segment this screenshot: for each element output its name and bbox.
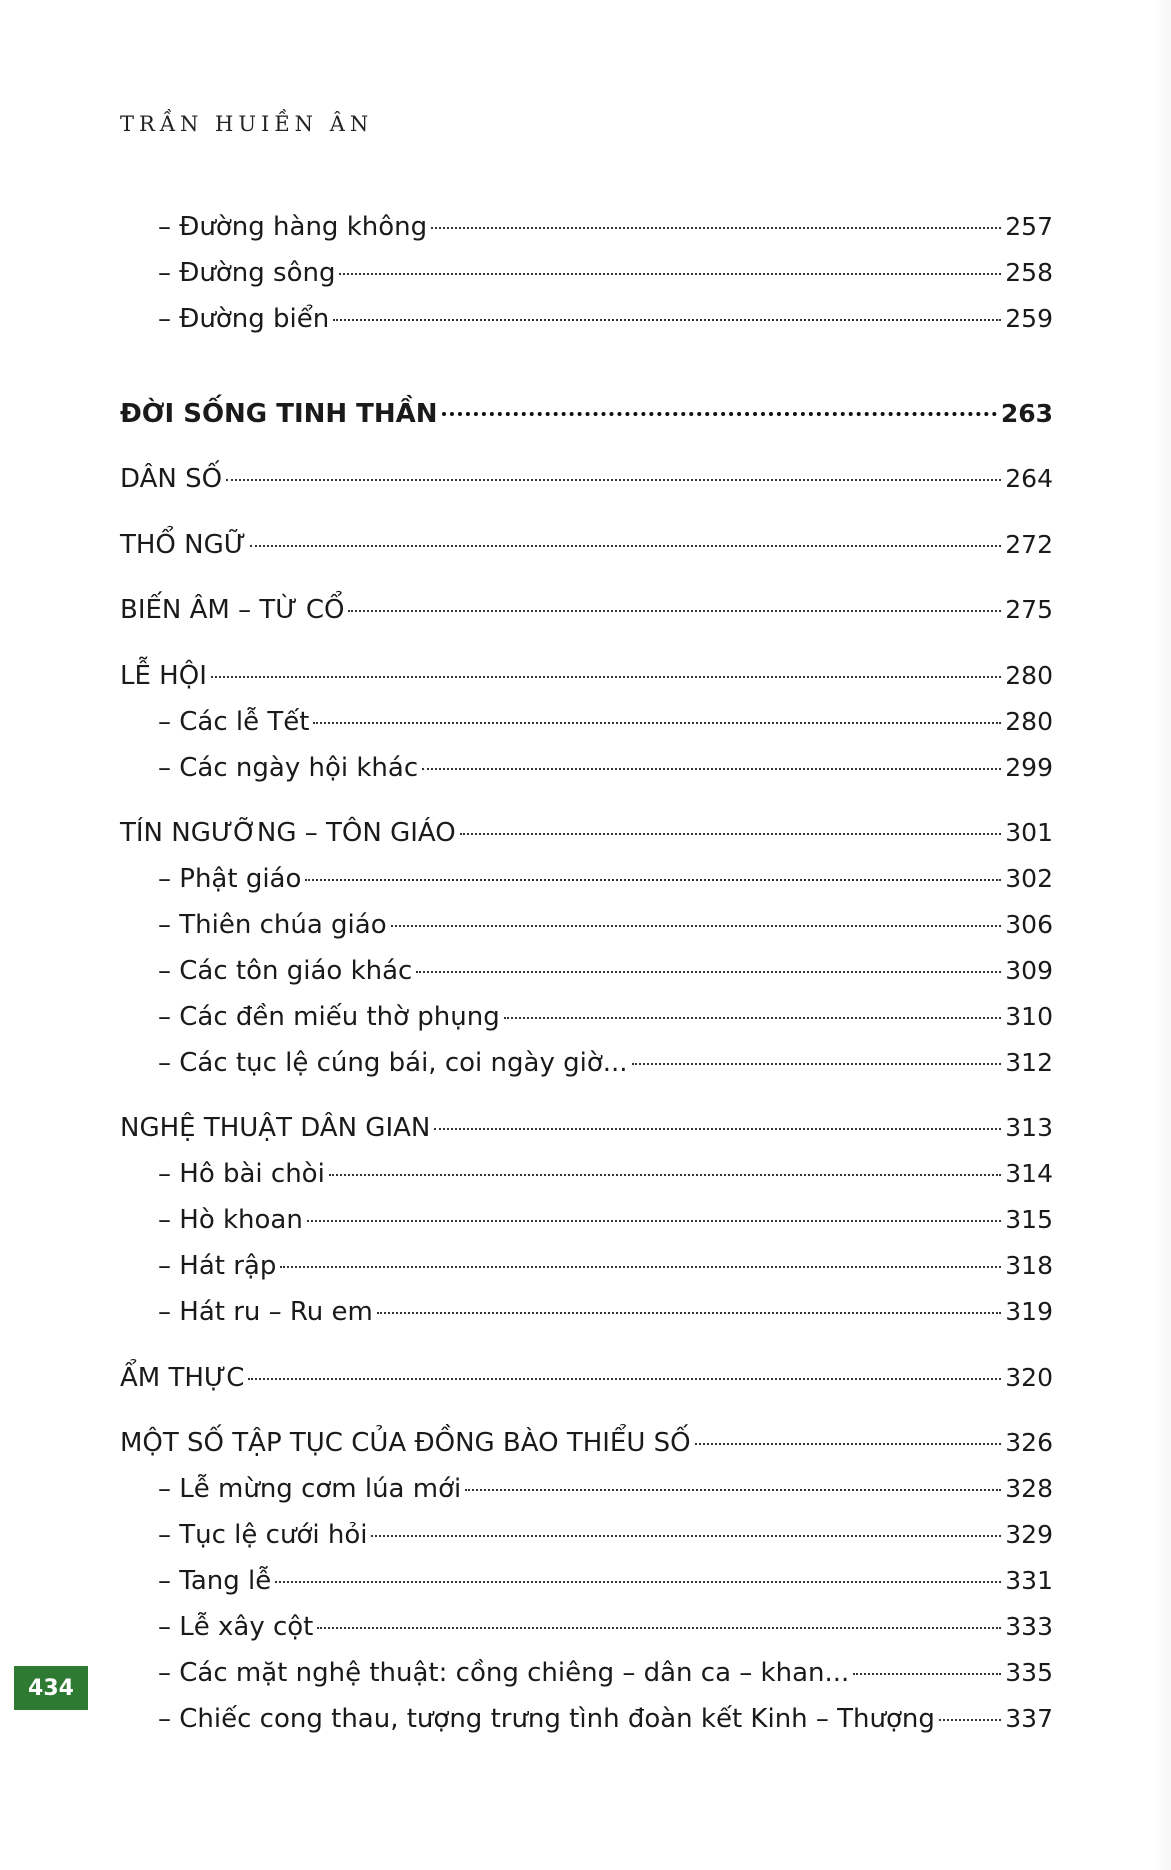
toc-entry-title: MỘT SỐ TẬP TỤC CỦA ĐỒNG BÀO THIỂU SỐ [120, 1428, 691, 1458]
dot-leader [250, 543, 1001, 547]
toc-section[interactable] [120, 592, 1053, 628]
dot-leader [313, 720, 1001, 724]
dot-leader [371, 1533, 1001, 1537]
toc-entry-page: 331 [1005, 1566, 1053, 1595]
toc-entry-title: – Chiếc cong thau, tượng trưng tình đoàn kết Kinh – Thượng [158, 1704, 935, 1734]
toc-entry-title: – Tang lễ [158, 1566, 272, 1596]
toc-entry-page: 326 [1005, 1428, 1053, 1457]
dot-leader [339, 271, 1001, 275]
toc-entry-page: 333 [1005, 1612, 1053, 1641]
dot-leader [853, 1671, 1001, 1675]
toc-entry-page: 280 [1005, 661, 1053, 690]
dot-leader [275, 1579, 1001, 1583]
toc-entry[interactable] [120, 907, 1053, 943]
dot-leader [442, 410, 997, 416]
toc-entry-title: LỄ HỘI [120, 661, 207, 691]
toc-entry-page: 328 [1005, 1474, 1053, 1503]
toc-entry-page: 272 [1005, 530, 1053, 559]
toc-entry[interactable] [120, 861, 1053, 897]
toc-entry-title: – Hò khoan [158, 1205, 303, 1235]
toc-section[interactable] [120, 1425, 1053, 1461]
toc-section[interactable] [120, 1110, 1053, 1146]
toc-entry-title: – Các tôn giáo khác [158, 956, 413, 986]
toc-entry-title: – Phật giáo [158, 864, 302, 894]
toc-entry-page: 263 [1000, 399, 1053, 428]
toc-entry-page: 264 [1005, 464, 1053, 493]
toc-entry-title: – Tục lệ cưới hỏi [158, 1520, 368, 1550]
toc-entry-page: 259 [1005, 304, 1053, 333]
toc-entry-page: 301 [1005, 818, 1053, 847]
dot-leader [431, 225, 1001, 229]
toc-section[interactable] [120, 658, 1053, 694]
toc-entry-title: – Các tục lệ cúng bái, coi ngày giờ... [158, 1048, 628, 1078]
toc-entry[interactable] [120, 209, 1053, 245]
toc-entry[interactable] [120, 1563, 1053, 1599]
dot-leader [504, 1015, 1002, 1019]
dot-leader [377, 1310, 1001, 1314]
toc-entry-page: 257 [1005, 212, 1053, 241]
toc-entry[interactable] [120, 1471, 1053, 1507]
toc-entry-title: – Hô bài chòi [158, 1159, 325, 1189]
toc-entry[interactable] [120, 1655, 1053, 1691]
toc-entry[interactable] [120, 1248, 1053, 1284]
toc-entry-title: – Các ngày hội khác [158, 753, 419, 783]
toc-entry[interactable] [120, 1609, 1053, 1645]
dot-leader [632, 1061, 1002, 1065]
toc-entry-title: – Thiên chúa giáo [158, 910, 387, 940]
toc-entry[interactable] [120, 1517, 1053, 1553]
toc-entry[interactable] [120, 255, 1053, 291]
toc-entry[interactable] [120, 750, 1053, 786]
toc-entry-title: NGHỆ THUẬT DÂN GIAN [120, 1113, 431, 1143]
toc-part-heading[interactable] [120, 396, 1053, 432]
toc-entry[interactable] [120, 301, 1053, 337]
dot-leader [422, 766, 1001, 770]
toc-entry-page: 314 [1005, 1159, 1053, 1188]
toc-section[interactable] [120, 1360, 1053, 1396]
dot-leader [434, 1126, 1001, 1130]
toc-entry-title: ẨM THỰC [120, 1363, 245, 1393]
dot-leader [465, 1487, 1001, 1491]
toc-entry[interactable] [120, 1701, 1053, 1737]
toc-entry-title: THỔ NGỮ [120, 530, 247, 560]
dot-leader [460, 831, 1002, 835]
dot-leader [280, 1264, 1001, 1268]
toc-entry[interactable] [120, 1045, 1053, 1081]
dot-leader [348, 608, 1001, 612]
toc-entry-page: 258 [1005, 258, 1053, 287]
toc-entry-title: – Đường hàng không [158, 212, 428, 242]
dot-leader [211, 674, 1001, 678]
toc-entry-page: 299 [1005, 753, 1053, 782]
toc-entry[interactable] [120, 953, 1053, 989]
dot-leader [248, 1376, 1001, 1380]
dot-leader [329, 1172, 1001, 1176]
toc-entry[interactable] [120, 1156, 1053, 1192]
toc-entry-title: – Hát rập [158, 1251, 277, 1281]
dot-leader [416, 969, 1001, 973]
toc-entry-page: 318 [1005, 1251, 1053, 1280]
toc-entry-page: 315 [1005, 1205, 1053, 1234]
toc-section[interactable] [120, 461, 1053, 497]
toc-entry-title: ĐỜI SỐNG TINH THẦN [120, 399, 438, 429]
running-head: TRẦN HUIỀN ÂN [120, 112, 374, 136]
toc-entry-page: 335 [1005, 1658, 1053, 1687]
toc-entry-title: TÍN NGƯỠNG – TÔN GIÁO [120, 818, 456, 848]
toc-entry-page: 309 [1005, 956, 1053, 985]
toc-entry[interactable] [120, 704, 1053, 740]
toc-entry-page: 319 [1005, 1297, 1053, 1326]
toc-entry-title: – Lễ xây cột [158, 1612, 314, 1642]
page-number-badge: 434 [14, 1666, 88, 1710]
toc-entry-title: – Hát ru – Ru em [158, 1297, 373, 1327]
dot-leader [305, 877, 1001, 881]
dot-leader [939, 1717, 1001, 1721]
dot-leader [391, 923, 1002, 927]
toc-entry[interactable] [120, 1294, 1053, 1330]
toc-entry-page: 280 [1005, 707, 1053, 736]
toc-entry[interactable] [120, 1202, 1053, 1238]
toc-section[interactable] [120, 815, 1053, 851]
toc-entry-page: 337 [1005, 1704, 1053, 1733]
toc-entry-page: 275 [1005, 595, 1053, 624]
toc-entry-title: – Đường sông [158, 258, 336, 288]
toc-entry-title: – Lễ mừng cơm lúa mới [158, 1474, 462, 1504]
table-of-contents [120, 0, 1053, 1870]
toc-entry-page: 329 [1005, 1520, 1053, 1549]
toc-entry-title: – Các lễ Tết [158, 707, 310, 737]
page-edge-shadow [1153, 0, 1171, 1870]
dot-leader [317, 1625, 1001, 1629]
toc-entry-title: DÂN SỐ [120, 464, 223, 494]
toc-entry-title: BIẾN ÂM – TỪ CỔ [120, 595, 345, 625]
toc-entry-page: 313 [1005, 1113, 1053, 1142]
dot-leader [333, 317, 1001, 321]
toc-entry-page: 312 [1005, 1048, 1053, 1077]
dot-leader [307, 1218, 1001, 1222]
toc-entry-title: – Các đền miếu thờ phụng [158, 1002, 500, 1032]
toc-entry[interactable] [120, 999, 1053, 1035]
toc-entry-page: 310 [1005, 1002, 1053, 1031]
toc-entry-title: – Các mặt nghệ thuật: cồng chiêng – dân ca – khan... [158, 1658, 850, 1688]
dot-leader [226, 477, 1001, 481]
toc-entry-page: 306 [1005, 910, 1053, 939]
dot-leader [695, 1441, 1002, 1445]
toc-entry-page: 302 [1005, 864, 1053, 893]
toc-section[interactable] [120, 527, 1053, 563]
toc-entry-page: 320 [1005, 1363, 1053, 1392]
toc-entry-title: – Đường biển [158, 304, 330, 334]
